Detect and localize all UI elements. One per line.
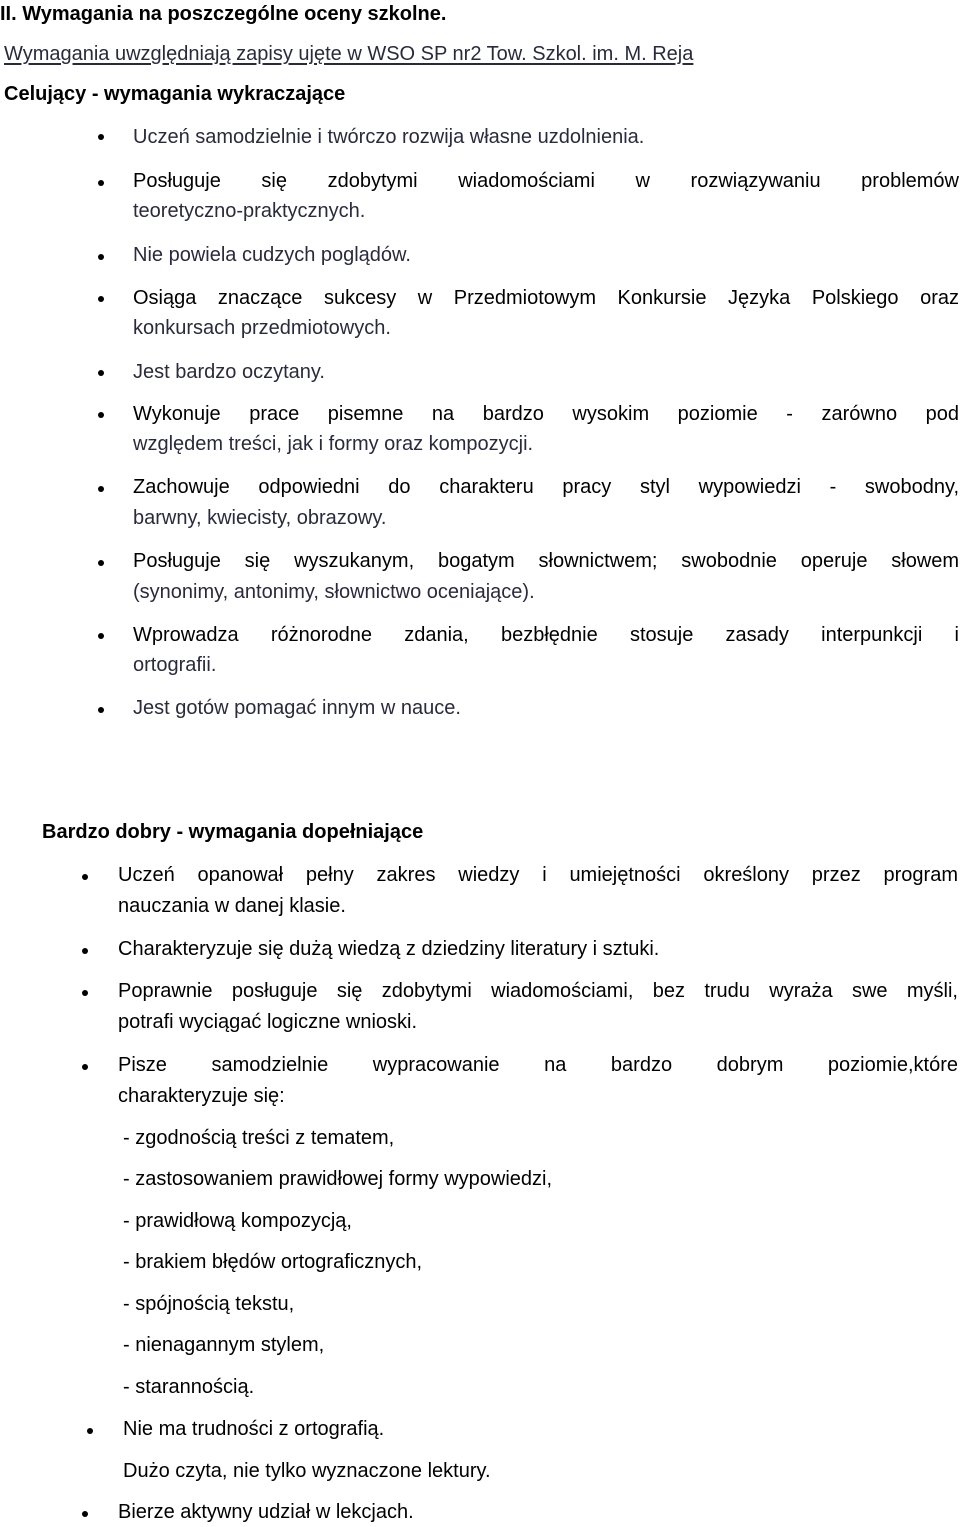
list-item: Pisze samodzielnie wypracowanie na bardzo dobrym poziomie,które [118,1055,958,1075]
sub-list-item: - nienagannym stylem, [123,1334,325,1356]
bullet-icon [98,370,104,376]
bullet-icon [82,948,88,954]
list-item: Nie ma trudności z ortografią. [123,1418,385,1440]
list-item: Posługuje się zdobytymi wiadomościami w rozwiązywaniu problemów [133,171,959,191]
sub-list-item: - prawidłową kompozycją, [123,1210,352,1232]
bullet-icon [82,874,88,880]
list-item-continuation: (synonimy, antonimy, słownictwo oceniające). [133,581,535,603]
bullet-icon [82,1064,88,1070]
list-item: Wykonuje prace pisemne na bardzo wysokim poziomie - zarówno pod [133,404,959,424]
bullet-icon [82,990,88,996]
bullet-icon [98,412,104,418]
list-item: Wprowadza różnorodne zdania, bezbłędnie stosuje zasady interpunkcji i [133,625,959,645]
list-item: Charakteryzuje się dużą wiedzą z dziedziny literatury i sztuki. [118,938,660,960]
celujacy-heading: Celujący - wymagania wykraczające [4,83,346,105]
list-item: Uczeń samodzielnie i twórczo rozwija własne uzdolnienia. [133,126,645,148]
list-item-continuation: względem treści, jak i formy oraz kompozycji. [133,433,534,455]
bullet-icon [98,486,104,492]
bullet-icon [82,1511,88,1517]
sub-list-item: - zgodnością treści z tematem, [123,1127,395,1149]
list-item: Nie powiela cudzych poglądów. [133,244,411,266]
sub-list-item: - zastosowaniem prawidłowej formy wypowiedzi, [123,1168,553,1190]
bullet-icon [98,134,104,140]
list-item-continuation: teoretyczno-praktycznych. [133,200,366,222]
sub-list-item: - spójnością tekstu, [123,1293,295,1315]
list-item-continuation: barwny, kwiecisty, obrazowy. [133,507,387,529]
list-item: Bierze aktywny udział w lekcjach. [118,1501,414,1523]
bullet-icon [98,180,104,186]
list-item-continuation: charakteryzuje się: [118,1085,285,1107]
list-item: Zachowuje odpowiedni do charakteru pracy styl wypowiedzi - swobodny, [133,477,959,497]
bullet-icon [98,254,104,260]
list-item: Uczeń opanował pełny zakres wiedzy i umiejętności określony przez program [118,865,958,885]
page-subtitle: Wymagania uwzględniają zapisy ujęte w WSO SP nr2 Tow. Szkol. im. M. Reja [4,43,694,65]
bullet-icon [87,1428,93,1434]
sub-list-item: - brakiem błędów ortograficznych, [123,1251,423,1273]
list-item-continuation: Dużo czyta, nie tylko wyznaczone lektury. [123,1460,491,1482]
list-item-continuation: potrafi wyciągać logiczne wnioski. [118,1011,418,1033]
list-item: Jest bardzo oczytany. [133,361,325,383]
list-item: Poprawnie posługuje się zdobytymi wiadomościami, bez trudu wyraża swe myśli, [118,981,958,1001]
sub-list-item: - starannością. [123,1376,255,1398]
bardzo-dobry-heading: Bardzo dobry - wymagania dopełniające [42,821,424,843]
bullet-icon [98,560,104,566]
list-item: Osiąga znaczące sukcesy w Przedmiotowym Konkursie Języka Polskiego oraz [133,288,959,308]
list-item-continuation: nauczania w danej klasie. [118,895,346,917]
bullet-icon [98,633,104,639]
list-item-continuation: konkursach przedmiotowych. [133,317,391,339]
list-item-continuation: ortografii. [133,654,217,676]
bullet-icon [98,707,104,713]
bullet-icon [98,296,104,302]
list-item: Jest gotów pomagać innym w nauce. [133,697,461,719]
list-item: Posługuje się wyszukanym, bogatym słownictwem; swobodnie operuje słowem [133,551,959,571]
section-title: II. Wymagania na poszczególne oceny szkolne. [0,3,447,25]
